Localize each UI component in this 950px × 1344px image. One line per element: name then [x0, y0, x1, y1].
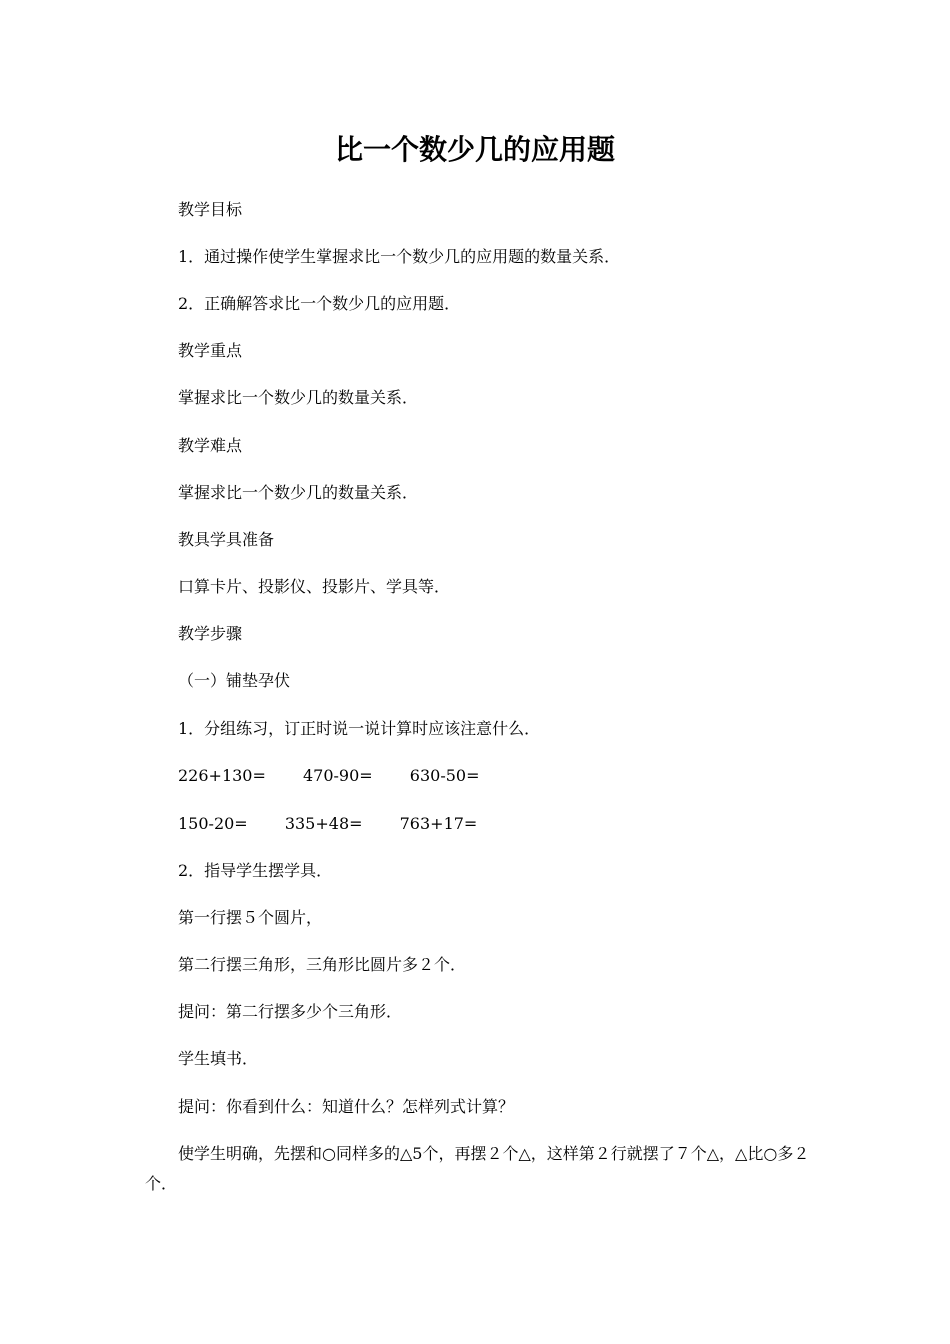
equation: 630-50= [409, 766, 480, 785]
heading-materials: 教具学具准备 [178, 530, 275, 549]
instruction-row-2: 第二行摆三角形，三角形比圆片多２个． [178, 955, 467, 974]
equation: 335+48= [284, 814, 363, 833]
heading-steps: 教学步骤 [178, 624, 243, 643]
equation: 470-90= [302, 766, 373, 785]
equation: 150-20= [178, 814, 248, 833]
equation: 763+17= [399, 814, 478, 833]
equation-row-2 [178, 813, 477, 835]
question-text: 提问：第二行摆多少个三角形． [178, 1002, 403, 1021]
key-point-text: 掌握求比一个数少几的数量关系． [178, 388, 419, 407]
heading-difficulties: 教学难点 [178, 436, 243, 455]
step-item-2: 2．指导学生摆学具． [178, 861, 333, 880]
heading-key-points: 教学重点 [178, 341, 243, 360]
conclusion-paragraph: 使学生明确，先摆和○同样多的△5个，再摆２个△，这样第２行就摆了７个△，△比○多２个． [145, 1144, 810, 1193]
heading-teaching-goals: 教学目标 [178, 200, 243, 219]
question-text-2: 提问：你看到什么：知道什么？怎样列式计算？ [178, 1097, 515, 1116]
step-section-1: （一）铺垫孕伏 [178, 671, 291, 690]
equation: 226+130= [178, 766, 266, 785]
equation-row-1 [178, 765, 480, 787]
materials-text: 口算卡片、投影仪、投影片、学具等． [178, 577, 451, 596]
instruction-row-1: 第一行摆５个圆片， [178, 908, 323, 927]
goal-item-1: 1．通过操作使学生掌握求比一个数少几的应用题的数量关系． [178, 247, 621, 266]
student-fill-text: 学生填书． [178, 1049, 259, 1068]
difficulty-text: 掌握求比一个数少几的数量关系． [178, 483, 419, 502]
page-title: 比一个数少几的应用题 [334, 133, 615, 166]
goal-item-2: 2．正确解答求比一个数少几的应用题． [178, 294, 461, 313]
step-item-1: 1．分组练习，订正时说一说计算时应该注意什么． [178, 719, 541, 738]
